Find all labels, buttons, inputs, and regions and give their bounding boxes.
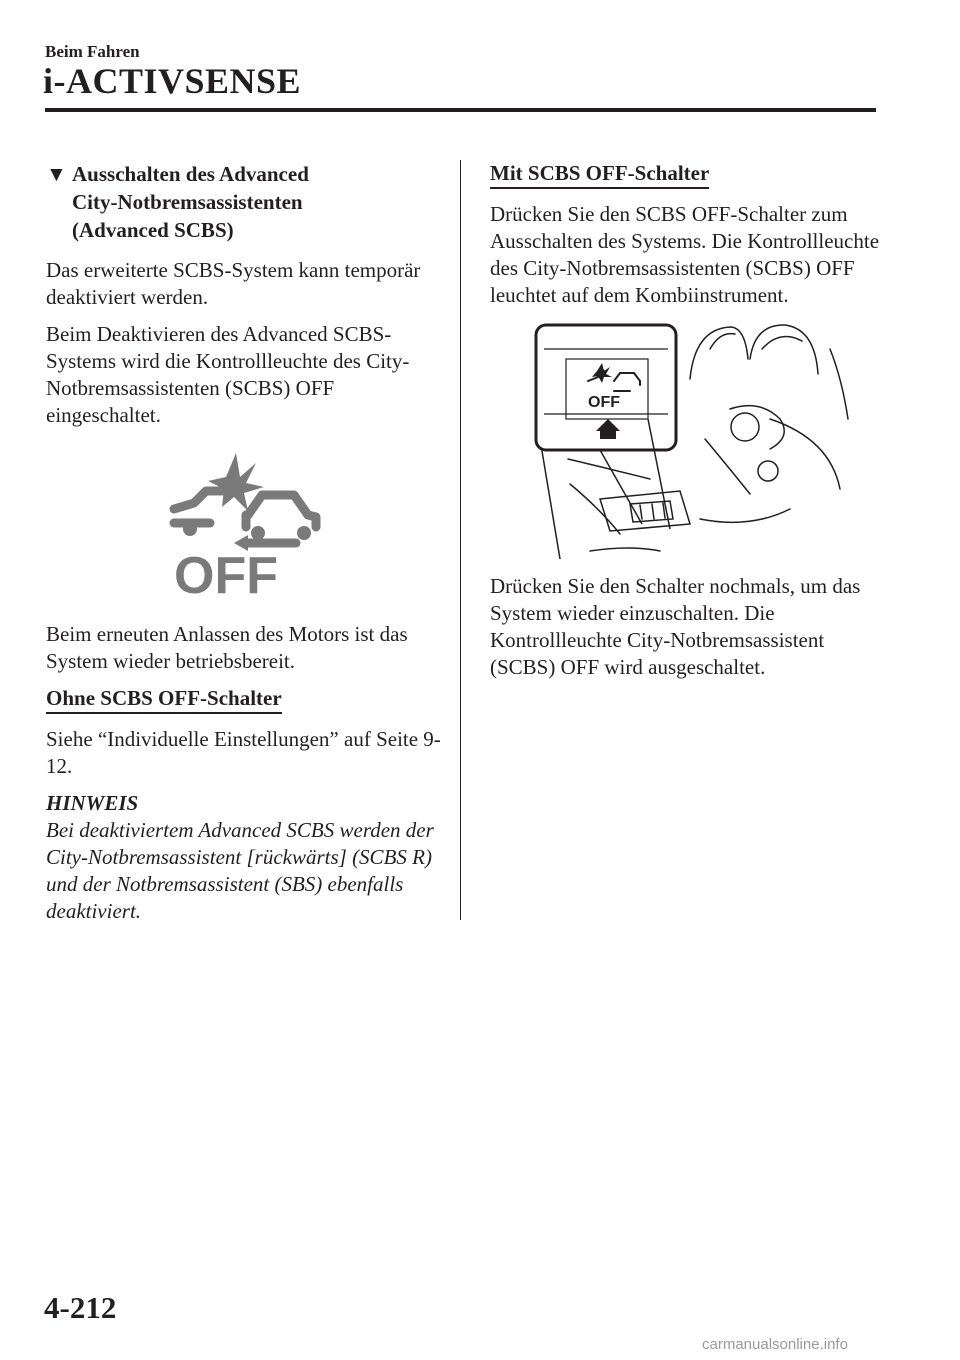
left-column bbox=[46, 160, 446, 925]
note-text: Bei deaktiviertem Advanced SCBS werden der City-Notbremsassistent [rückwärts] (SCBS R) und der Notbremsassistent (SBS) ebenfalls deaktiviert. bbox=[46, 818, 434, 923]
intro-paragraph: Das erweiterte SCBS-System kann temporär deaktiviert werden. bbox=[46, 258, 421, 309]
topic-heading-line-1: Ausschalten des Advanced bbox=[72, 162, 309, 186]
section-title: i-ACTIVSENSE bbox=[43, 61, 302, 101]
switch-off-label: OFF bbox=[588, 394, 620, 411]
deactivation-paragraph: Beim Deaktivieren des Advanced SCBS-Systems wird die Kontrollleuchte des City-Notbremsassistenten (SCBS) OFF eingeschaltet. bbox=[46, 322, 410, 427]
note-title: HINWEIS bbox=[46, 791, 139, 815]
with-switch-heading: Mit SCBS OFF-Schalter bbox=[490, 160, 709, 189]
topic-heading-line-2: City-Notbremsassistenten bbox=[72, 190, 303, 214]
chapter-label: Beim Fahren bbox=[45, 42, 140, 61]
scbs-off-indicator-icon bbox=[166, 451, 326, 601]
switch-on-paragraph: Drücken Sie den Schalter nochmals, um das System wieder einzuschalten. Die Kontrollleuchte City-Notbremsassistent (SCBS) OFF wird ausgeschaltet. bbox=[490, 574, 861, 679]
watermark-text: carmanualsonline.info bbox=[702, 1336, 848, 1353]
dashboard-switch-illustration bbox=[530, 319, 850, 559]
topic-heading bbox=[46, 160, 446, 244]
switch-off-paragraph: Drücken Sie den SCBS OFF-Schalter zum Ausschalten des Systems. Die Kontrollleuchte des City-Notbremsassistenten (SCBS) OFF leuchtet auf dem Kombiinstrument. bbox=[490, 202, 880, 307]
column-divider bbox=[460, 160, 461, 920]
topic-heading-line-3: (Advanced SCBS) bbox=[72, 218, 234, 242]
restart-paragraph: Beim erneuten Anlassen des Motors ist das System wieder betriebsbereit. bbox=[46, 622, 408, 673]
page-number: 4-212 bbox=[44, 1290, 117, 1325]
right-column bbox=[490, 160, 890, 691]
without-switch-heading: Ohne SCBS OFF-Schalter bbox=[46, 685, 282, 714]
triangle-marker-icon: ▼ bbox=[46, 162, 67, 186]
indicator-off-label: OFF bbox=[174, 547, 278, 601]
reference-paragraph: Siehe “Individuelle Einstellungen” auf Seite 9-12. bbox=[46, 727, 441, 778]
header-rule bbox=[45, 108, 876, 112]
